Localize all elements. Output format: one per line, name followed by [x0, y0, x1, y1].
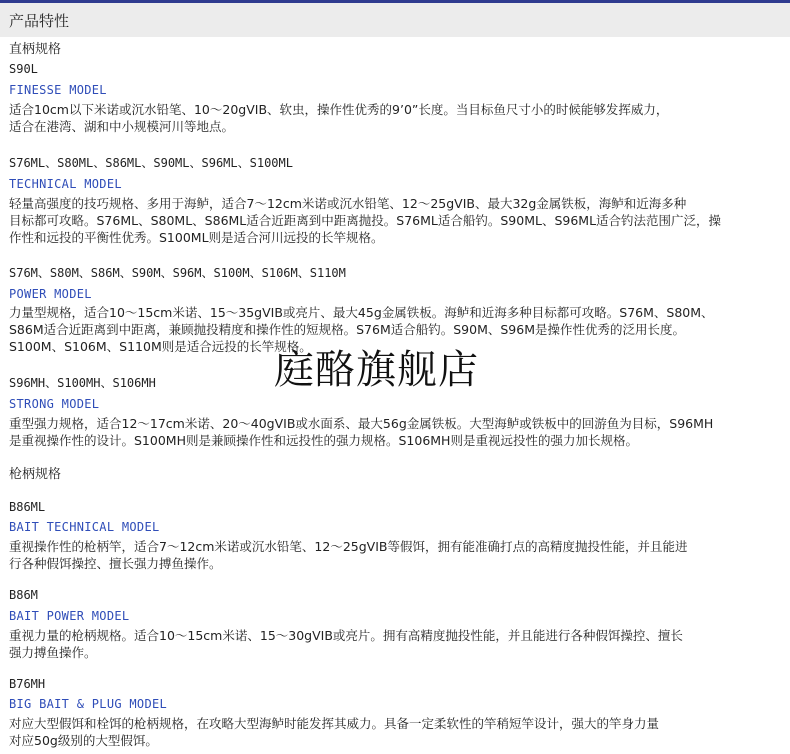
model-desc-line: 作性和远投的平衡性优秀。S100ML则是适合河川远投的长竿规格。 — [9, 230, 384, 245]
model-codes: B86M — [9, 588, 38, 602]
model-codes: S90L — [9, 62, 38, 76]
model-name: FINESSE MODEL — [9, 83, 107, 97]
model-desc-line: 适合10cm以下米诺或沉水铅笔、10～20gVIB、软虫，操作性优秀的9’0”长度。当目标鱼尺寸小的时候能够发挥威力， — [9, 102, 669, 117]
model-name: BAIT POWER MODEL — [9, 609, 130, 623]
model-desc-line: 对应大型假饵和栓饵的枪柄规格，在攻略大型海鲈时能发挥其威力。具备一定柔软性的竿稍短竿设计，强大的竿身力量 — [9, 716, 660, 731]
model-name: TECHNICAL MODEL — [9, 177, 122, 191]
model-desc-line: 对应50g级别的大型假饵。 — [9, 733, 158, 748]
model-desc-line: 强力搏鱼操作。 — [9, 645, 97, 660]
model-desc-line: 力量型规格，适合10～15cm米诺、15～35gVIB或亮片、最大45g金属铁板。海鲈和近海多种目标都可攻略。S76M、S80M、 — [9, 305, 714, 320]
model-desc-line: 是重视操作性的设计。S100MH则是兼顾操作性和远投性的强力规格。S106MH则是重视远投性的强力加长规格。 — [9, 433, 638, 448]
model-desc-line: S86M适合近距离到中距离，兼顾抛投精度和操作性的短规格。S76M适合船钓。S90M、S96M是操作性优秀的泛用长度。 — [9, 322, 686, 337]
model-name: POWER MODEL — [9, 287, 92, 301]
model-codes: S96MH、S100MH、S106MH — [9, 376, 156, 390]
bait-handle-heading: 枪柄规格 — [9, 467, 62, 482]
model-desc-line: S100M、S106M、S110M则是适合远投的长竿规格。 — [9, 339, 312, 354]
model-codes: B86ML — [9, 500, 46, 514]
model-desc-line: 重型强力规格，适合12～17cm米诺、20～40gVIB或水面系、最大56g金属铁板。大型海鲈或铁板中的回游鱼为目标，S96MH — [9, 416, 714, 431]
model-codes: B76MH — [9, 677, 46, 691]
model-desc-line: 重视力量的枪柄规格。适合10～15cm米诺、15～30gVIB或亮片。拥有高精度抛投性能，并且能进行各种假饵操控、擅长 — [9, 628, 683, 643]
model-name: BIG BAIT & PLUG MODEL — [9, 697, 168, 711]
model-name: BAIT TECHNICAL MODEL — [9, 520, 160, 534]
model-codes: S76ML、S80ML、S86ML、S90ML、S96ML、S100ML — [9, 156, 293, 170]
store-watermark: 庭酪旗舰店 — [274, 347, 479, 393]
model-desc-line: 重视操作性的枪柄竿，适合7～12cm米诺或沉水铅笔、12～25gVIB等假饵，拥有能准确打点的高精度抛投性能，并且能进 — [9, 539, 688, 554]
model-codes: S76M、S80M、S86M、S90M、S96M、S100M、S106M、S110M — [9, 266, 346, 280]
model-desc-line: 行各种假饵操控、擅长强力搏鱼操作。 — [9, 556, 222, 571]
section-title: 产品特性 — [9, 12, 70, 30]
model-name: STRONG MODEL — [9, 397, 100, 411]
straight-handle-heading: 直柄规格 — [9, 42, 62, 57]
model-desc-line: 轻量高强度的技巧规格、多用于海鲈，适合7～12cm米诺或沉水铅笔、12～25gVIB、最大32g金属铁板，海鲈和近海多种 — [9, 196, 687, 211]
model-desc-line: 适合在港湾、湖和中小规模河川等地点。 — [9, 119, 235, 134]
model-desc-line: 目标都可攻略。S76ML、S80ML、S86ML适合近距离到中距离抛投。S76ML适合船钓。S90ML、S96ML适合钓法范围广泛，操 — [9, 213, 722, 228]
